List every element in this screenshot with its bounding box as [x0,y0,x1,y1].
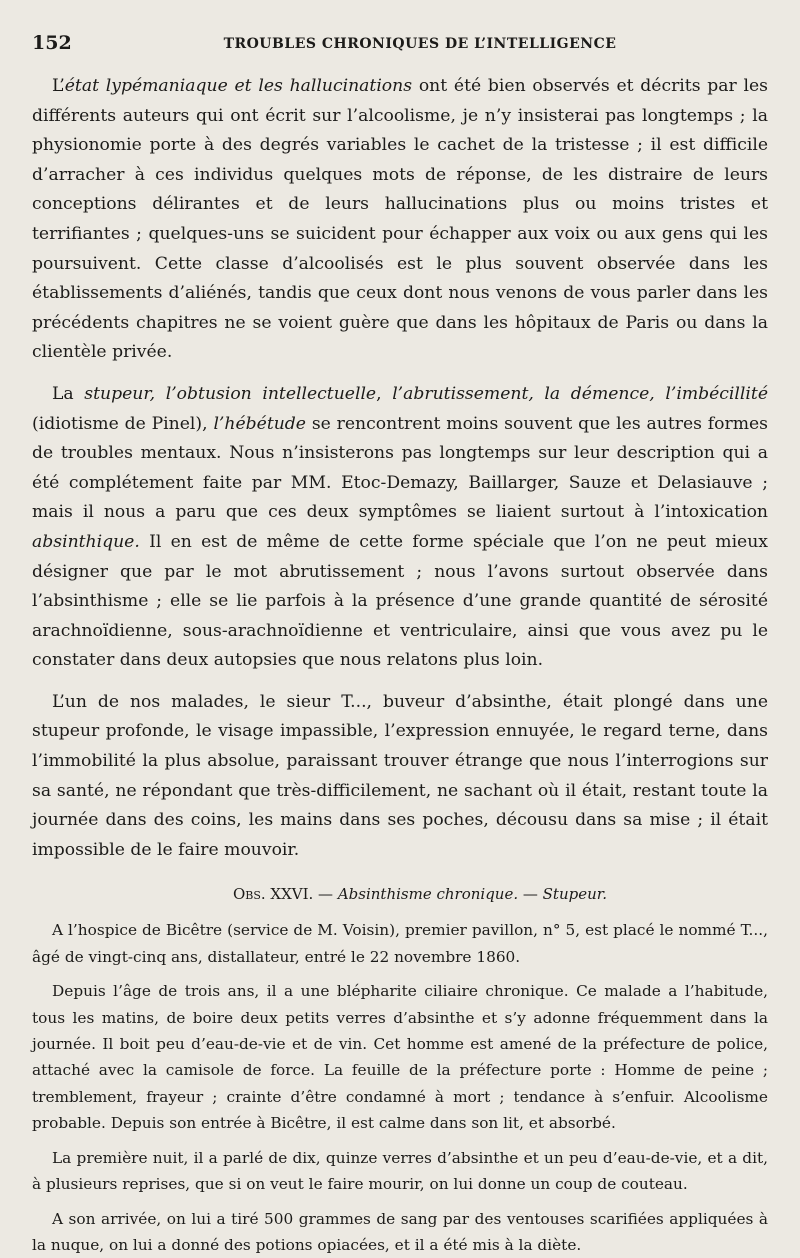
paragraph-2-t2: , [376,384,392,404]
paragraph-2-i3: l’hébétude [213,414,306,434]
paragraph-2-t4: se rencontrent moins souvent que les autres formes de troubles mentaux. Nous n’insisterons pas longtemps sur leur description qui a été complétement faite par MM. Etoc-Demazy, Baillarger, Sauze et Delasiauve ; mais il nous a paru que ces deux symptômes se liaient surtout à l’intoxication [32,414,768,523]
observation-paragraph-3: La première nuit, il a parlé de dix, quinze verres d’absinthe et un peu d’eau-de-vie, et a dit, à plusieurs reprises, que si on veut le faire mourir, on lui donne un coup de couteau. [32,1145,768,1198]
paragraph-1-italic: état lypémaniaque et les hallucinations [65,76,412,96]
running-head [32,30,768,56]
observation-heading [72,885,768,903]
paragraph-2-i4: absinthique. [32,532,140,552]
paragraph-1-text: ont été bien observés et décrits par les différents auteurs qui ont écrit sur l’alcoolisme, je n’y insisterai pas longtemps ; la physionomie porte à des degrés variables le cachet de la tristesse ; il est difficile d’arracher à ces individus quelques mots de réponse, de les distraire de leurs conceptions délirantes et de leurs hallucinations plus ou moins tristes et terrifiantes ; quelques-uns se suicident pour échapper aux voix ou aux gens qui les poursuivent. Cette classe d’alcoolisés est le plus souvent observée dans les établissements d’aliénés, tandis que ceux dont nous venons de vous parler dans les précédents chapitres ne se voient guère que dans les hôpitaux de Paris ou dans la clientèle privée. [32,76,768,362]
observation-paragraph-4: A son arrivée, on lui a tiré 500 grammes de sang par des ventouses scarifiées appliquées à la nuque, on lui a donné des potions opiacées, et il a été mis à la diète. [32,1206,768,1258]
main-text [32,72,768,865]
paragraph-2-t5: Il en est de même de cette forme spéciale que l’on ne peut mieux désigner que par le mot abrutissement ; nous l’avons surtout observée dans l’absinthisme ; elle se lie parfois à la présence d’une grande quantité de sérosité arachnoïdienne, sous-arachnoïdienne et ventriculaire, ainsi que vous avez pu le constater dans deux autopsies que nous relatons plus loin. [32,532,768,670]
observation-text [32,917,768,1258]
paragraph-1 [32,72,768,368]
observation-paragraph-1: A l’hospice de Bicêtre (service de M. Voisin), premier pavillon, n° 5, est placé le nommé T..., âgé de vingt-cinq ans, distallateur, entré le 22 novembre 1860. [32,917,768,970]
paragraph-1-lead: L’ [52,76,65,96]
paragraph-3: L’un de nos malades, le sieur T..., buveur d’absinthe, était plongé dans une stupeur profonde, le visage impassible, l’expression ennuyée, le regard terne, dans l’immobilité la plus absolue, paraissant trouver étrange que nous l’interrogions sur sa santé, ne répondant que très-difficilement, ne sachant où il était, restant toute la journée dans des coins, les mains dans ses poches, décousu dans sa mise ; il était impossible de le faire mouvoir. [32,688,768,866]
observation-dash-1: — [313,885,338,903]
paragraph-2-t1: La [52,384,84,404]
observation-label: Obs. XXVI. [233,885,313,903]
observation-title-2: Stupeur. [543,885,607,903]
page-number: 152 [32,32,72,54]
running-title: TROUBLES CHRONIQUES DE L’INTELLIGENCE [32,30,768,52]
paragraph-2-i1: stupeur, l’obtusion intellectuelle [84,384,376,404]
paragraph-2 [32,380,768,676]
paragraph-2-i2: l’abrutissement, la démence, l’imbécillité [392,384,768,404]
observation-title-1: Absinthisme chronique. [338,885,518,903]
paragraph-2-t3: (idiotisme de Pinel), [32,414,213,434]
observation-dash-2: — [518,885,543,903]
observation-paragraph-2: Depuis l’âge de trois ans, il a une blépharite ciliaire chronique. Ce malade a l’habitude, tous les matins, de boire deux petits verres d’absinthe et s’y adonne fréquemment dans la journée. Il boit peu d’eau-de-vie et de vin. Cet homme est amené de la préfecture de police, attaché avec la camisole de force. La feuille de la préfecture porte : Homme de peine ; tremblement, frayeur ; crainte d’être condamné à mort ; tendance à s’enfuir. Alcoolisme probable. Depuis son entrée à Bicêtre, il est calme dans son lit, et absorbé. [32,978,768,1136]
